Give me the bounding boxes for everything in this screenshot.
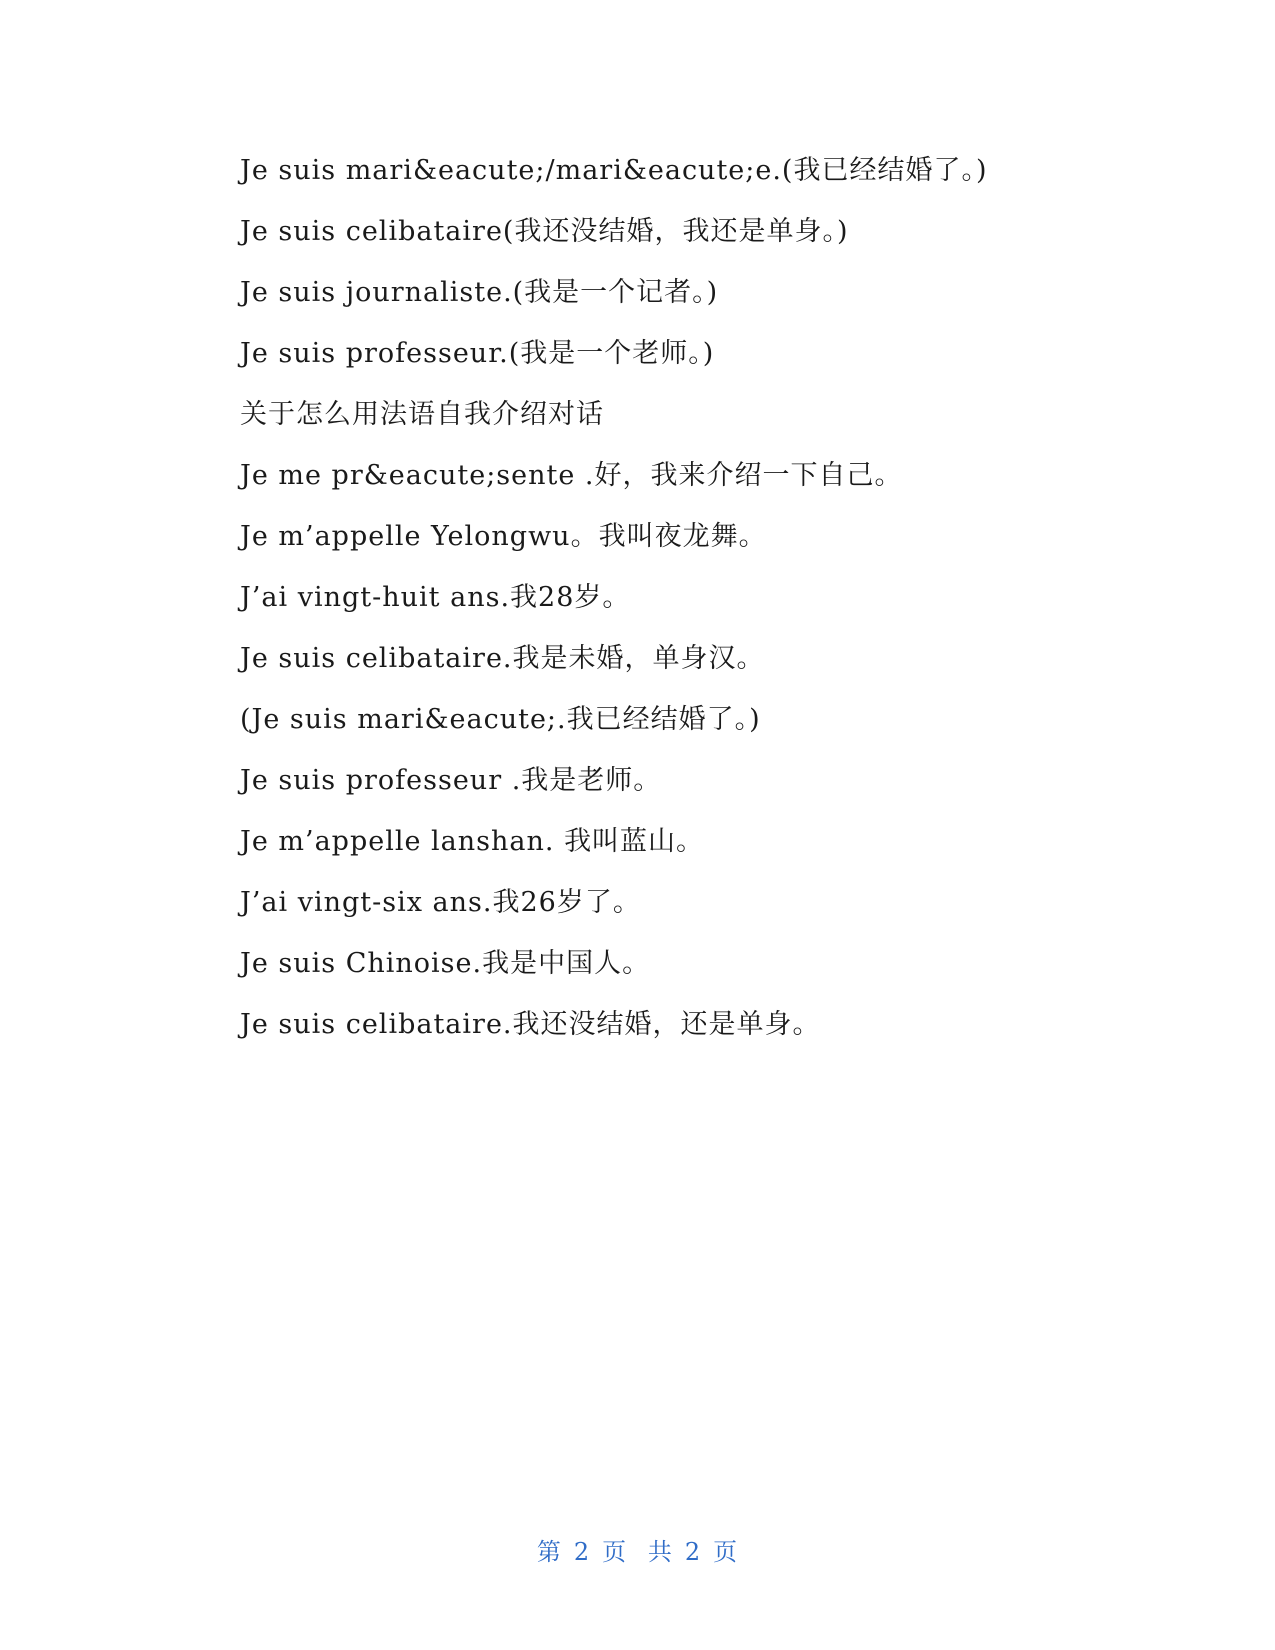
text-line: (Je suis mari&eacute;.我已经结婚了。) (240, 704, 761, 735)
footer-gong: 共 (647, 1538, 673, 1566)
footer-ye: 页 (713, 1538, 739, 1566)
footer-ye: 页 (602, 1538, 628, 1566)
text-line: Je suis journaliste.(我是一个记者。) (240, 277, 719, 308)
text-line: Je suis mari&eacute;/mari&eacute;e.(我已经结婚了。) (240, 155, 988, 186)
text-line: Je suis Chinoise.我是中国人。 (240, 948, 651, 979)
text-line: Je suis celibataire(我还没结婚，我还是单身。) (240, 216, 849, 247)
page-footer (0, 1532, 1275, 1567)
footer-current-page: 2 (573, 1538, 591, 1566)
text-line: Je suis celibataire.我还没结婚，还是单身。 (240, 1009, 821, 1040)
text-line: Je suis professeur.(我是一个老师。) (240, 338, 715, 369)
text-line: Je m’appelle Yelongwu。我叫夜龙舞。 (240, 521, 767, 552)
document-body (240, 140, 1060, 1055)
text-line: J’ai vingt-huit ans.我28岁。 (240, 582, 631, 613)
footer-di: 第 (536, 1538, 562, 1566)
text-line: J’ai vingt-six ans.我26岁了。 (240, 887, 641, 918)
text-line: Je suis celibataire.我是未婚，单身汉。 (240, 643, 765, 674)
text-line: Je m’appelle lanshan. 我叫蓝山。 (240, 826, 705, 857)
text-line: Je me pr&eacute;sente .好，我来介绍一下自己。 (240, 460, 903, 491)
text-line: Je suis professeur .我是老师。 (240, 765, 662, 796)
footer-total-pages: 2 (684, 1538, 702, 1566)
section-heading: 关于怎么用法语自我介绍对话 (240, 399, 604, 430)
